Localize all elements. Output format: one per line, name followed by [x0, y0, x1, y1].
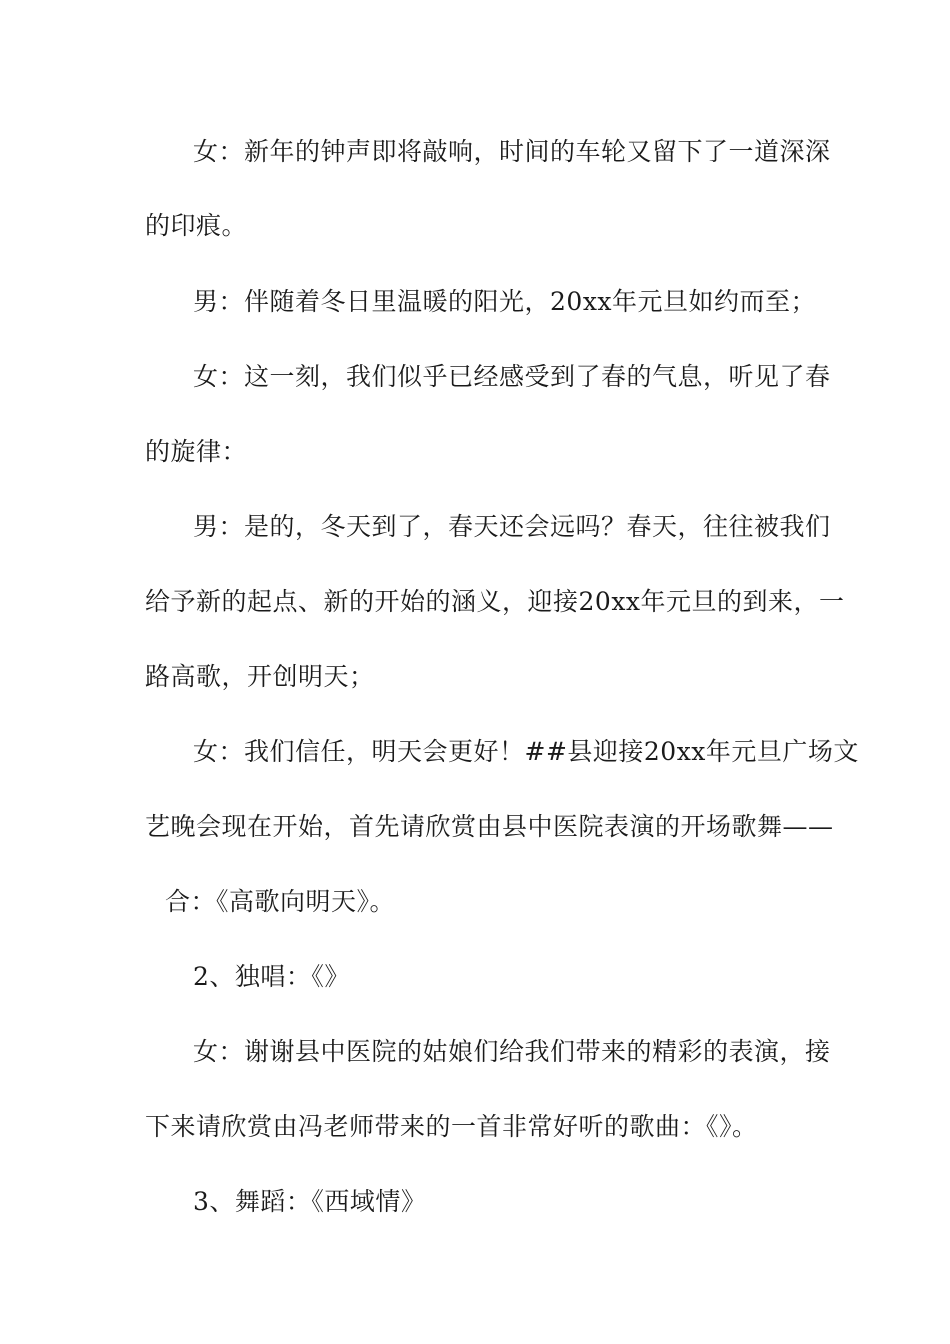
text-line: 女：这一刻，我们似乎已经感受到了春的气息，听见了春 [193, 362, 831, 391]
text-line: 男：伴随着冬日里温暖的阳光，20xx年元旦如约而至； [193, 287, 817, 316]
text-line: 下来请欣赏由冯老师带来的一首非常好听的歌曲：《》。 [145, 1112, 758, 1141]
text-line: 艺晚会现在开始，首先请欣赏由县中医院表演的开场歌舞—— [145, 812, 834, 841]
text-line: 女：新年的钟声即将敲响，时间的车轮又留下了一道深深 [193, 137, 831, 166]
text-line: 合：《高歌向明天》。 [165, 887, 396, 916]
text-line: 给予新的起点、新的开始的涵义，迎接20xx年元旦的到来，一 [145, 587, 845, 616]
text-line: 女：我们信任，明天会更好！##县迎接20xx年元旦广场文 [193, 737, 859, 766]
text-line: 3、舞蹈：《西域情》 [193, 1187, 427, 1216]
text-line: 路高歌，开创明天； [145, 662, 375, 691]
text-line: 2、独唱：《》 [193, 962, 350, 991]
text-line: 男：是的，冬天到了，春天还会远吗？春天，往往被我们 [193, 512, 831, 541]
text-line: 的旋律： [145, 437, 248, 466]
text-line: 的印痕。 [145, 211, 248, 240]
text-line: 女：谢谢县中医院的姑娘们给我们带来的精彩的表演，接 [193, 1037, 831, 1066]
